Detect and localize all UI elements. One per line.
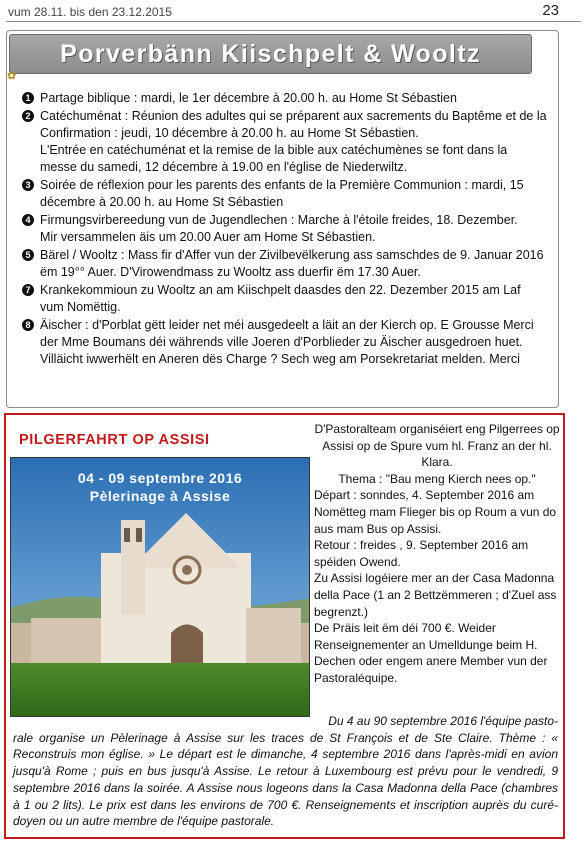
pilgrimage-price: De Präis leit ëm déi 700 €. Weider Renseignementer an Umelldunge beim H. Dechen oder engem anere Member vun der Pastoraléquipe. — [314, 621, 548, 685]
notice-item — [22, 212, 547, 246]
notice-lead: Äischer : — [40, 318, 89, 332]
number-bullet: 5 — [22, 249, 34, 261]
notice-text: d'Porblat gëtt leider net méi ausgedeelt a läit an der Kierch op. E Grousse Merci der Mme Boumans déi währends ville Joeren d'Porblieder zu Äischer ausgedroen huet. Villäicht iwwerhëlt en Aneren dës Charge ? Sech weg am Porsekretariat melden. Merci — [40, 318, 534, 366]
number-bullet: 8 — [22, 319, 34, 331]
notice-text: mardi, 15 décembre à 20.00 h. au Home St Sébastien — [40, 178, 524, 209]
french-body: rale organise un Pèlerinage à Assise sur les traces de St François et de Ste Claire. Thème : « Reconstruis mon église. » Le départ est le dimanche, 4 septembre 2016 dans l'après-midi en avion jusqu'à Rome ; puis en bus jusqu'à Assise. Le retour à Luxembourg est prévu pour le vendredi, 9 septembre 2016 dans la soirée. A Assise nous logeons dans la Casa Madonna della Pace (chambres à 1 ou 2 lits). Le prix est dans les environs de 700 €. Renseignements et inscription auprès du curé-doyen ou un autre membre de l'équipe pastorale. — [13, 730, 558, 829]
notice-lead: Firmungsvirbereedung vun de Jugendlechen : — [40, 213, 295, 227]
notice-lead: Partage biblique : — [40, 91, 138, 105]
notice-lead: Soirée de réflexion pour les parents des enfants de la Première Communion : — [40, 178, 469, 192]
pilgrimage-intro: D'Pastoralteam organiséiert eng Pilgerrees op Assisi op de Spure vum hl. Franz an der hl. Klara. — [314, 422, 560, 470]
number-bullet: 7 — [22, 284, 34, 296]
page-number: 23 — [542, 2, 559, 19]
notice-text: Réunion des adultes qui se préparent aux sacrements du Baptême et de la Confirmation : jeudi, 10 décembre à 20.00 h. au Home St Sébastien. — [40, 109, 547, 140]
pilgrimage-return: Retour : freides , 9. September 2016 am spéiden Owend. — [314, 538, 529, 569]
number-bullet: 2 — [22, 110, 34, 122]
luxembourgish-text — [314, 421, 560, 687]
number-bullet: 3 — [22, 179, 34, 191]
notice-text: zu Wooltz an am Kiischpelt daasdes den 22. Dezember 2015 am Laf vum Nomëttig. — [40, 283, 521, 314]
notice-lead: Krankekommioun — [40, 283, 138, 297]
notice-text: L'Entrée en catéchuménat et la remise de la bible aux catéchumènes se font dans la messe du samedi, 12 décembre à 19.00 en l'église de Niederwiltz. — [40, 143, 508, 174]
notice-lead: Bärel / Wooltz : — [40, 248, 125, 262]
notice-lead: Catéchuménat : — [40, 109, 129, 123]
section-title: Porverbänn Kiischpelt & Wooltz — [60, 40, 481, 68]
notice-item — [22, 177, 547, 211]
notice-text: Mass fir d'Affer vun der Zivilbevëlkerung ass samschdes de 9. Januar 2016 ëm 19°° Auer. D'Virowendmass zu Wooltz ass duerfir ëm 17.30 Auer. — [40, 248, 544, 279]
notice-item — [22, 247, 547, 281]
page-header — [0, 0, 587, 24]
header-rule — [6, 21, 581, 22]
pilgrimage-theme: Thema : "Bau meng Kierch nees op." — [338, 471, 536, 486]
notice-text: Mir versammelen äis um 20.00 Auer am Home St Sébastien. — [40, 230, 376, 244]
section-banner — [9, 34, 532, 74]
notice-item — [22, 90, 547, 107]
pilgrimage-title: PILGERFAHRT OP ASSISI — [19, 432, 210, 448]
notice-item — [22, 317, 547, 368]
pilgrimage-departure: Départ : sonndes, 4. September 2016 am Nomëtteg mam Flieger bis op Roum a vun do aus mam Bus op Assisi. — [314, 488, 557, 536]
number-bullet: 1 — [22, 92, 34, 104]
notice-text: mardi, le 1er décembre à 20.00 h. au Home St Sébastien — [137, 91, 457, 105]
photo-date: 04 - 09 septembre 2016 — [77, 470, 243, 486]
flourish-icon: ✿ — [7, 70, 17, 82]
notices-list — [22, 90, 547, 369]
assisi-basilica-photo — [10, 457, 310, 717]
photo-subtitle: Pèlerinage à Assise — [89, 488, 231, 504]
pilgrimage-lodging: Zu Assisi logéiere mer an der Casa Madonna della Pace (1 an 2 Bettzëmmeren ; d'Zuel ass begrenzt.) — [314, 571, 557, 619]
notice-item — [22, 108, 547, 176]
number-bullet: 4 — [22, 214, 34, 226]
french-text — [13, 713, 558, 830]
notice-text: Marche à l'étoile freides, 18. Dezember. — [294, 213, 518, 227]
french-intro: Du 4 au 90 septembre 2016 l'équipe pasto- — [328, 714, 558, 728]
date-range: vum 28.11. bis den 23.12.2015 — [8, 5, 172, 19]
notice-item — [22, 282, 547, 316]
